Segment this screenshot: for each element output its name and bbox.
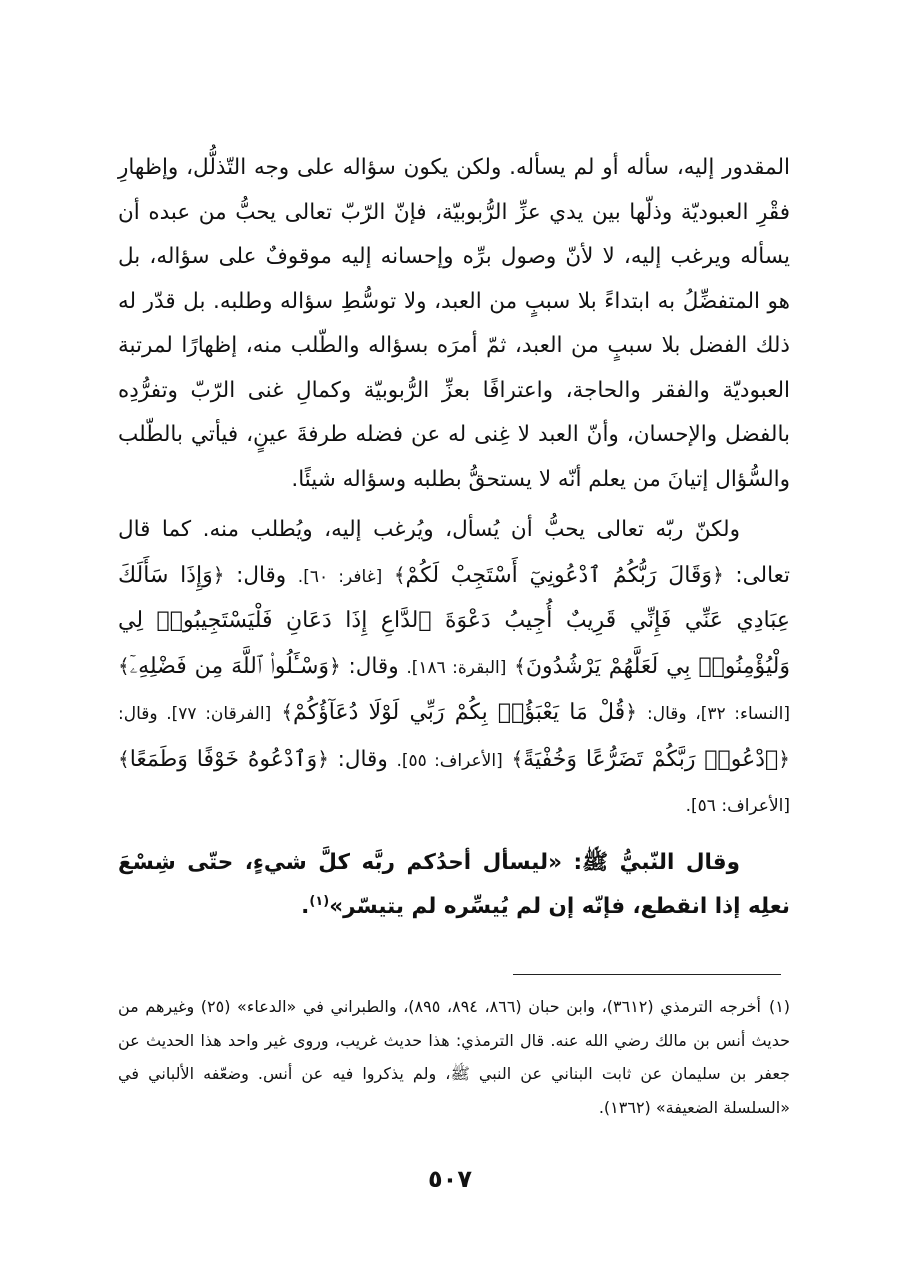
hadith-end: . [301, 894, 310, 919]
paragraph-2 [118, 508, 790, 829]
joiner-text: وقال: [337, 746, 388, 772]
ayah-close-ornament: ﴾ [281, 700, 294, 724]
verse-reference: [البقرة: ١٨٦]. [406, 657, 507, 678]
page-number: ٥٠٧ [428, 1165, 472, 1193]
verse-reference: [غافر: ٦٠]. [297, 566, 383, 587]
verse-reference: [الأعراف: ٥٦]. [685, 796, 790, 816]
ayah-close-ornament: ﴾ [118, 653, 130, 678]
footnote-divider [513, 974, 781, 975]
quran-verse: ٱدْعُوا۟ رَبَّكُمْ تَضَرُّعًا وَخُفْيَةً [523, 746, 779, 772]
footnote-number: (١) [768, 997, 791, 1016]
footnote-marker[interactable]: (١) [309, 893, 330, 909]
verse-reference: [الفرقان: ٧٧]. وقال: [118, 704, 272, 724]
hadith-text: وقال النّبيُّ ﷺ: «ليسأل أحدُكم ربَّه كلَّ شيءٍ، حتّى شِسْعَ نعلِه إذا انقطع، فإنّه إن لم يُيسِّره لم يتيسّر» [118, 849, 790, 919]
joiner-text: وقال: [348, 653, 399, 679]
ayah-open-ornament: ﴿ [778, 746, 790, 771]
main-text [118, 146, 790, 930]
ayah-close-ornament: ﴾ [511, 746, 524, 771]
ayah-open-ornament: ﴿ [712, 562, 724, 587]
ayah-open-ornament: ﴿ [212, 562, 225, 587]
ayah-open-ornament: ﴿ [329, 653, 341, 678]
joiner-text: وقال: [236, 562, 287, 588]
paragraph-1: المقدور إليه، سأله أو لم يسأله. ولكن يكون سؤاله على وجه التّذلُّل، وإظهارِ فقْرِ العبوديّة وذلّها بين يدي عزِّ الرُّبوبيّة، فإنّ الرّبّ تعالى يحبُّ من عبده أن يسأله ويرغب إليه، لا لأنّ وصول برِّه وإحسانه إليه موقوفٌ على سؤاله، بل هو المتفضِّلُ به ابتداءً بلا سببٍ من العبد، ولا توسُّطِ سؤاله وطلبه. بل قدّر له ذلك الفضل بلا سببٍ من العبد، ثمّ أمرَه بسؤاله والطّلب منه، إظهارًا لمرتبة العبوديّة والفقر والحاجة، واعترافًا بعزِّ الرُّبوبيّة وكمالِ غنى الرّبّ وتفرُّدِه بالفضل والإحسان، وأنّ العبد لا غِنى له عن فضله طرفةَ عينٍ، فيأتي بالطّلب والسُّؤال إتيانَ من يعلم أنّه لا يستحقُّ بطلبه وسؤاله شيئًا. [118, 155, 790, 492]
quran-verse: وَإِذَا سَأَلَكَ عِبَادِي عَنِّي فَإِنِّي قَرِيبٌ أُجِيبُ دَعْوَةَ ٱلدَّاعِ إِذَا دَعَانِ فَلْيَسْتَجِيبُوا۟ لِي وَلْيُؤْمِنُوا۟ بِي لَعَلَّهُمْ يَرْشُدُونَ [118, 562, 790, 679]
quran-verse: قُلْ مَا يَعْبَؤُا۟ بِكُمْ رَبِّي لَوْلَا دُعَآؤُكُمْ [293, 700, 626, 725]
ayah-close-ornament: ﴾ [514, 653, 526, 678]
ayah-open-ornament: ﴿ [317, 746, 329, 771]
quran-verse: وَسْـَٔلُوا۟ ٱللَّهَ مِن فَضْلِهِۦٓ [129, 653, 330, 679]
verse-reference: [النساء: ٣٢]، وقال: [647, 704, 790, 724]
quran-verse: وَٱدْعُوهُ خَوْفًا وَطَمَعًا [129, 746, 318, 772]
ayah-close-ornament: ﴾ [393, 562, 406, 587]
ayah-open-ornament: ﴿ [625, 700, 637, 724]
paragraph-3-hadith [118, 841, 790, 930]
ayah-close-ornament: ﴾ [118, 746, 130, 771]
footnote [118, 990, 790, 1124]
footnote-text: أخرجه الترمذي (٣٦١٢)، وابن حبان (٨٦٦، ٨٩٤، ٨٩٥)، والطبراني في «الدعاء» (٢٥) وغيرهم من حديث أنس بن مالك رضي الله عنه. قال الترمذي: هذا حديث غريب، وروى غير واحد هذا الحديث عن جعفر بن سليمان عن ثابت البناني عن النبي ﷺ، ولم يذكروا فيه عن أنس. وضعّفه الألباني في «السلسلة الضعيفة» (١٣٦٢). [118, 997, 790, 1117]
paragraph-2-intro: ولكنّ ربّه تعالى يحبُّ أن يُسأل، ويُرغب إليه، ويُطلب منه. كما قال تعالى: [118, 517, 791, 588]
verse-reference: [الأعراف: ٥٥]. [396, 750, 503, 771]
quran-verse: وَقَالَ رَبُّكُمُ ٱدْعُونِيٓ أَسْتَجِبْ لَكُمْ [405, 562, 713, 588]
